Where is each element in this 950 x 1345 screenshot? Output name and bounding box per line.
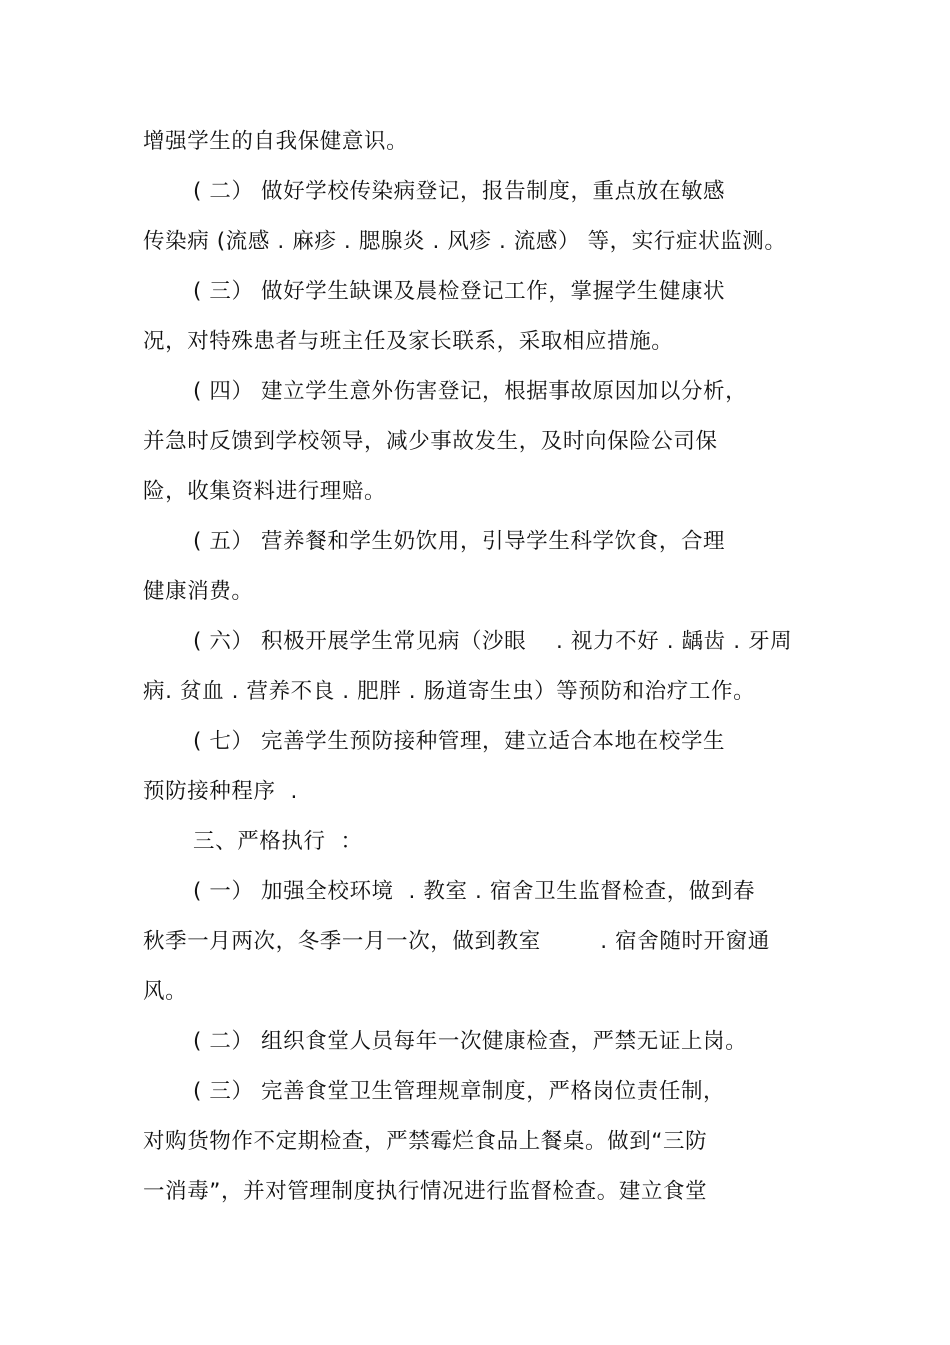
paragraph-line: 险，收集资料进行理赔。: [143, 479, 387, 504]
section-heading: 三、严格执行 ：: [193, 829, 363, 854]
paragraph-line: ( 七） 完善学生预防接种管理，建立适合本地在校学生: [193, 729, 726, 754]
paragraph-line: 病. 贫血 . 营养不良 . 肥胖 . 肠道寄生虫）等预防和治疗工作。: [143, 679, 756, 704]
paragraph-line: 传染病 (流感 . 麻疹 . 腮腺炎 . 风疹 . 流感） 等，实行症状监测。: [143, 229, 787, 254]
paragraph-line: ( 四） 建立学生意外伤害登记，根据事故原因加以分析，: [193, 379, 748, 404]
paragraph-line: ( 三） 完善食堂卫生管理规章制度，严格岗位责任制，: [193, 1079, 726, 1104]
paragraph-line: ( 二） 做好学校传染病登记，报告制度，重点放在敏感: [193, 179, 726, 204]
paragraph-line: ( 二） 组织食堂人员每年一次健康检查，严禁无证上岗。: [193, 1029, 748, 1054]
paragraph-line: ( 六） 积极开展学生常见病（沙眼 . 视力不好 . 龋齿 . 牙周: [193, 629, 793, 654]
paragraph-line: 对购货物作不定期检查，严禁霉烂食品上餐桌。做到“三防: [143, 1129, 708, 1154]
paragraph-line: 风。: [143, 979, 188, 1004]
paragraph-line: 并急时反馈到学校领导，减少事故发生，及时向保险公司保: [143, 429, 718, 454]
paragraph-line: 预防接种程序 .: [143, 779, 298, 804]
paragraph-line: 秋季一月两次，冬季一月一次，做到教室 . 宿舍随时开窗通: [143, 929, 770, 954]
paragraph-line: ( 三） 做好学生缺课及晨检登记工作，掌握学生健康状: [193, 279, 726, 304]
paragraph-line: 一消毒”，并对管理制度执行情况进行监督检查。建立食堂: [143, 1179, 708, 1204]
paragraph-line: ( 一） 加强全校环境 . 教室 . 宿舍卫生监督检查，做到春: [193, 879, 756, 904]
paragraph-line: 增强学生的自我保健意识。: [143, 129, 409, 154]
paragraph-line: ( 五） 营养餐和学生奶饮用，引导学生科学饮食，合理: [193, 529, 726, 554]
paragraph-line: 况，对特殊患者与班主任及家长联系，采取相应措施。: [143, 329, 674, 354]
paragraph-line: 健康消费。: [143, 579, 254, 604]
